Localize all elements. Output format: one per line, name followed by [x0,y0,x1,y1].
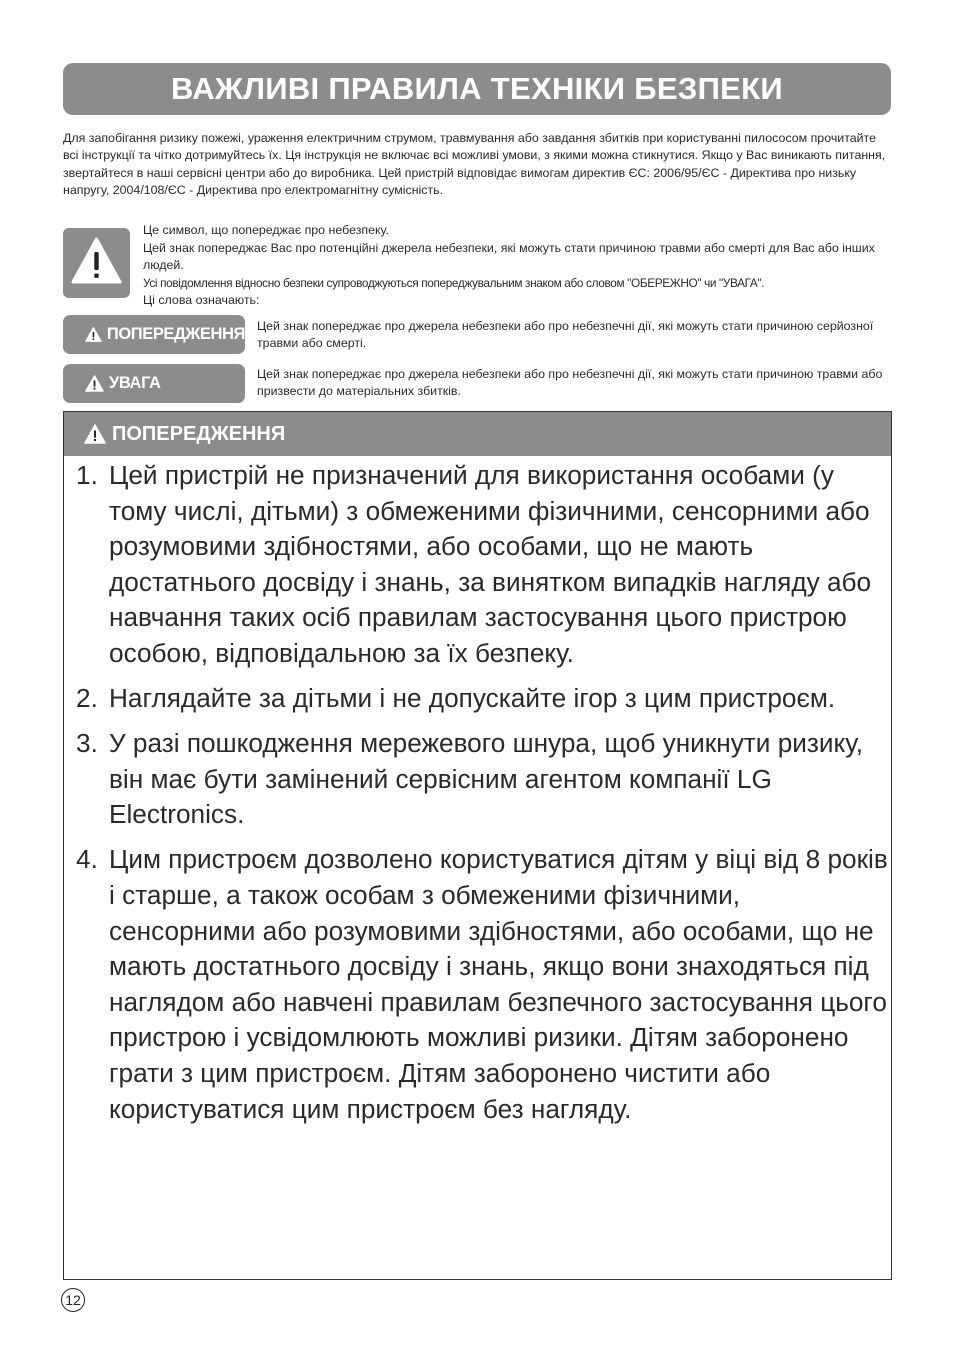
list-item-number: 4. [76,844,98,875]
warning-list [76,458,888,1137]
symbol-line-4: Ці слова означають: [143,293,260,308]
page-title: ВАЖЛИВІ ПРАВИЛА ТЕХНІКИ БЕЗПЕКИ [63,63,891,115]
list-item-number: 1. [76,460,98,490]
warning-symbol-box [63,228,130,298]
warning-triangle-icon [70,236,123,286]
warning-tag-label: ПОПЕРЕДЖЕННЯ [106,325,245,343]
symbol-explanation [143,222,893,310]
list-item [76,842,888,1127]
warning-tag [63,315,245,354]
warning-triangle-icon [84,424,106,444]
list-item-number: 2. [76,683,98,714]
intro-paragraph: Для запобігання ризику пожежі, ураження електричним струмом, травмування або завдання збитків при користуванні пилососом прочитайте всі інструкції та чітко дотримуйтесь їх. Ця інструкція не включає всі можливі умови, з якими можна стикнутися. Якщо у Вас виникають питання, звертайтеся в наші сервісні центри або до виробника. Цей пристрій відповідає вимогам директив ЄС: 2006/95/ЄС - Директива про низьку напругу, 2004/108/ЄС - Директива про електромагнітну сумісність. [63,131,886,198]
caution-tag-label: УВАГА [109,374,161,392]
warning-box [63,411,892,1280]
warning-triangle-icon [85,375,104,392]
page-number: 12 [61,1288,85,1312]
warning-box-header-label: ПОПЕРЕДЖЕННЯ [112,422,286,445]
warning-triangle-icon [85,326,102,343]
list-item-text: Наглядайте за дітьми і не допускайте ігор з цим пристроєм. [109,683,836,714]
symbol-line-2: Цей знак попереджає Вас про потенційні джерела небезпеки, які можуть стати причиною травми або смерті для Вас або інших людей. [143,240,875,273]
symbol-line-3: Усі повідомлення відносно безпеки супроводжуються попереджувальним знаком або словом "ОБЕРЕЖНО" чи "УВАГА". [143,275,765,290]
list-item-text: Цим пристроєм дозволено користуватися дітям у віці від 8 років і старше, а також особам з обмеженими фізичними, сенсорними або розумовими здібностями, або особами, що не мають достатнього досвіду і знань, якщо вони знаходяться під наглядом або навчені правилам безпечного застосування цього пристрою і усвідомлюють можливі ризики. Дітям заборонено грати з цим пристроєм. Дітям заборонено чистити або користуватися цим пристроєм без нагляду. [109,844,888,1124]
list-item-text: Цей пристрій не призначений для використання особами (у тому числі, дітьми) з обмеженими фізичними, сенсорними або розумовими здібностями, або особами, що не мають достатнього досвіду і знань, за винятком випадків нагляду або навчання таких осіб правилам застосування цього пристрою особою, відповідальною за їх безпеку. [109,460,872,668]
list-item-text: У разі пошкодження мережевого шнура, щоб уникнути ризику, він має бути замінений сервісним агентом компанії LG Electronics. [109,728,864,830]
symbol-line-1: Це символ, що попереджає про небезпеку. [143,223,389,237]
list-item [76,681,888,717]
caution-tag-description: Цей знак попереджає про джерела небезпеки або про небезпечні дії, які можуть стати причиною травми або призвести до матеріальних збитків. [257,367,883,399]
warning-tag-description: Цей знак попереджає про джерела небезпеки або про небезпечні дії, які можуть стати причиною серйозної травми або смерті. [257,319,874,351]
list-item [76,726,888,833]
warning-box-header [64,412,891,456]
caution-tag [63,364,245,403]
list-item [76,458,888,672]
list-item-number: 3. [76,728,98,759]
